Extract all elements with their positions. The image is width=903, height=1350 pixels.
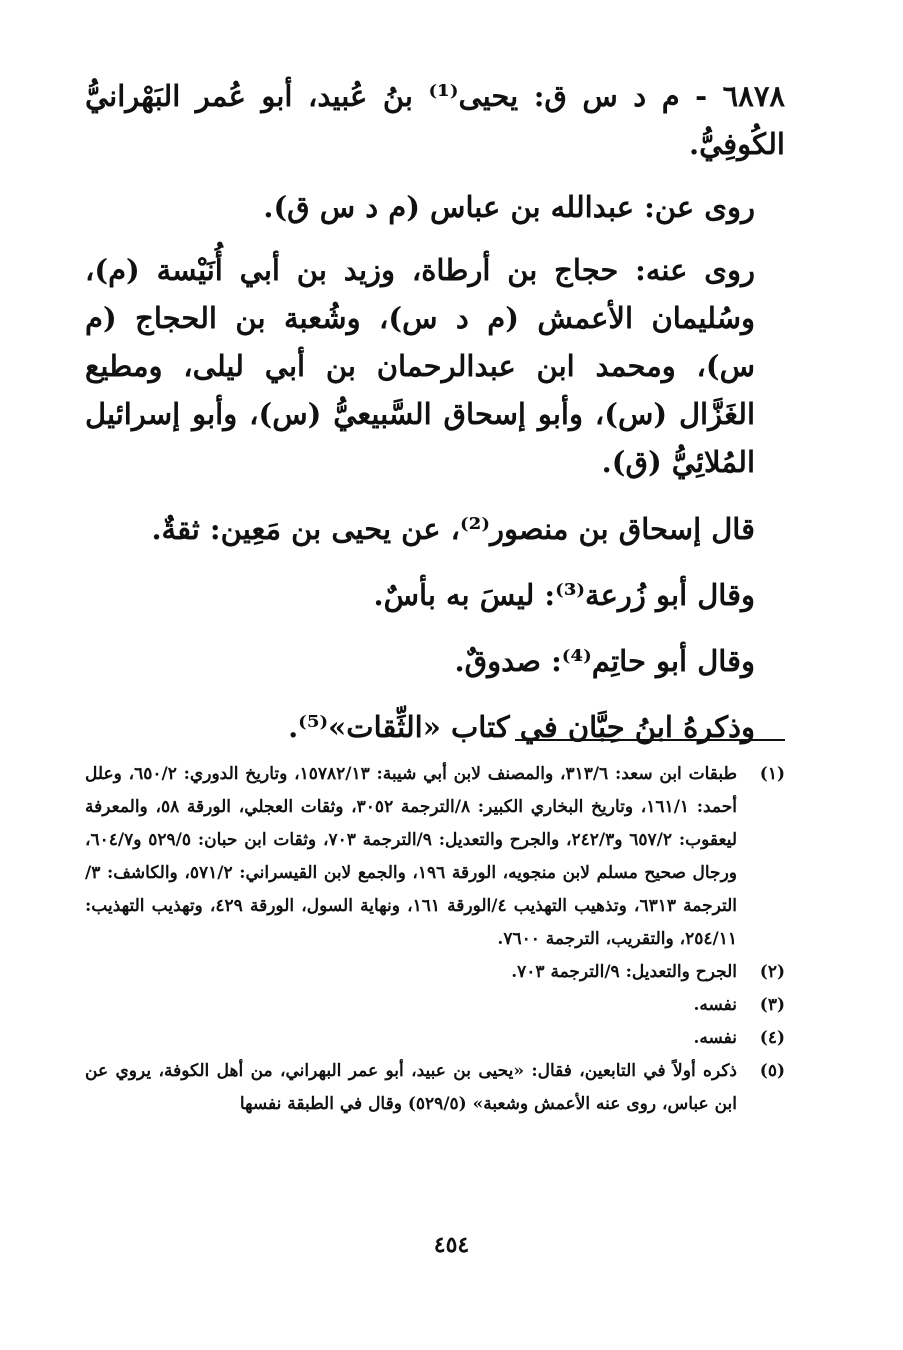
quote-ibn-main: قال إسحاق بن منصور⁽²⁾، عن يحيى بن مَعِين: ثقةٌ. <box>151 512 755 546</box>
footnote-number: (١) <box>759 764 785 784</box>
footnote-item <box>85 956 785 989</box>
quote-ibn-hibban: وذكرهُ ابنُ حِبَّان في كتاب «الثِّقات»⁽⁵⁾. <box>288 710 755 744</box>
quote-abu-zura: وقال أبو زُرعة⁽³⁾: ليسَ به بأسٌ. <box>373 578 755 612</box>
quote-abu-hatim: وقال أبو حاتِم⁽⁴⁾: صدوقٌ. <box>454 644 755 678</box>
footnote-number: (٣) <box>759 995 785 1015</box>
footnote-item <box>85 989 785 1022</box>
footnote-item <box>85 1022 785 1055</box>
footnote-number: (٤) <box>759 1028 785 1048</box>
footnote-text: نفسه. <box>693 1028 737 1048</box>
footnote-text: ذكره أولاً في التابعين، فقال: «يحيى بن عبيد، أبو عمر البهراني، من أهل الكوفة، يروي عن ابن عباس، روى عنه الأعمش وشعبة» (٥٢٩/٥) وقال في الطبقة نفسها <box>85 1061 737 1114</box>
footnote-item <box>85 758 785 956</box>
footnote-text: الجرح والتعديل: ٩/الترجمة ٧٠٣. <box>511 962 737 982</box>
footnote-text: نفسه. <box>693 995 737 1015</box>
footnote-number: (٥) <box>759 1061 785 1081</box>
footnote-number: (٢) <box>759 962 785 982</box>
footnote-divider <box>515 739 785 741</box>
page-number: ٤٥٤ <box>433 1232 470 1258</box>
narrated-from: روى عن: عبدالله بن عباس (م د س ق). <box>263 190 755 224</box>
footnote-item <box>85 1055 785 1121</box>
narrators-from-him: روى عنه: حجاج بن أرطاة، وزيد بن أبي أُنَيْسة (م)، وسُليمان الأعمش (م د س)، وشُعبة بن الحجاج (م س)، ومحمد ابن عبدالرحمان بن أبي ليلى، ومطيع الغَزَّال (س)، وأبو إسحاق السَّبيعيُّ (س)، وأبو إسرائيل المُلائِيُّ (ق). <box>85 253 755 479</box>
footnote-text: طبقات ابن سعد: ٣١٣/٦، والمصنف لابن أبي شيبة: ١٥٧٨٢/١٣، وتاريخ الدوري: ٦٥٠/٢، وعلل أحمد: ١٦١/١، وتاريخ البخاري الكبير: ٨/الترجمة ٣٠٥٢، وثقات العجلي، الورقة ٥٨، والمعرفة ليعقوب: ٦٥٧/٢ و٢٤٢/٣، والجرح والتعديل: ٩/الترجمة ٧٠٣، وثقات ابن حبان: ٥٢٩/٥ و٦٠٤/٧، ورجال صحيح مسلم لابن منجويه، الورقة ١٩٦، والجمع لابن القيسراني: ٥٧١/٢، والكاشف: ٣/ الترجمة ٦٣١٣، وتذهيب التهذيب ٤/الورقة ١٦١، ونهاية السول، الورقة ٤٢٩، وتهذيب التهذيب: ٢٥٤/١١، والتقريب، الترجمة ٧٦٠٠. <box>85 764 738 949</box>
footnotes <box>85 758 785 1121</box>
biography-entry <box>85 72 785 765</box>
entry-heading: ٦٨٧٨ - م د س ق: يحيى⁽¹⁾ بنُ عُبيد، أبو عُمر البَهْرانيُّ الكُوفِيُّ. <box>85 79 785 161</box>
